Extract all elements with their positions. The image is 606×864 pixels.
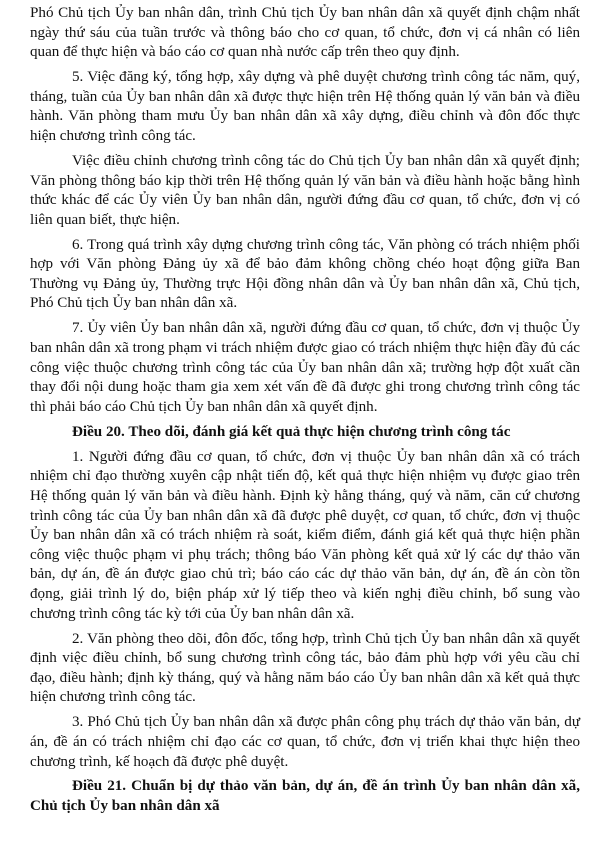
article-20-heading: Điều 20. Theo dõi, đánh giá kết quả thực hiện chương trình công tác: [72, 423, 511, 440]
paragraph-adjustment: Việc điều chỉnh chương trình công tác do Chủ tịch Ủy ban nhân dân xã quyết định; Văn phòng thông báo kịp thời trên Hệ thống quản lý văn bản và điều hành hoặc bằng hình thức khác để các Ủy viên Ủy ban nhân dân, người đứng đầu cơ quan, tổ chức, đơn vị có liên quan biết, thực hiện.: [30, 152, 580, 228]
paragraph-item-5: 5. Việc đăng ký, tổng hợp, xây dựng và phê duyệt chương trình công tác năm, quý, tháng, tuần của Ủy ban nhân dân xã được thực hiện trên Hệ thống quản lý văn bản và điều hành. Văn phòng tham mưu Ủy ban nhân dân xã xây dựng, điều chỉnh và đôn đốc thực hiện chương trình công tác.: [30, 69, 580, 144]
article-21-heading: Điều 21. Chuẩn bị dự thảo văn bản, dự án, đề án trình Ủy ban nhân dân xã, Chủ tịch Ủy ban nhân dân xã: [30, 778, 580, 815]
paragraph-article-20-item-2: 2. Văn phòng theo dõi, đôn đốc, tổng hợp, trình Chủ tịch Ủy ban nhân dân xã quyết định việc điều chỉnh, bổ sung chương trình công tác, bảo đảm phù hợp với yêu cầu chỉ đạo, điều hành; định kỳ tháng, quý và hằng năm báo cáo Ủy ban nhân dân xã kết quả thực hiện chương trình công tác.: [30, 630, 580, 706]
paragraph-item-6: 6. Trong quá trình xây dựng chương trình công tác, Văn phòng có trách nhiệm phối hợp với Văn phòng Đảng ủy xã để bảo đảm không chồng chéo hoạt động giữa Ban Thường vụ Đảng ủy, Thường trực Hội đồng nhân dân và Ủy ban nhân dân xã, Chủ tịch, Phó Chủ tịch Ủy ban nhân dân xã.: [30, 236, 580, 312]
paragraph-article-20-item-3: 3. Phó Chủ tịch Ủy ban nhân dân xã được phân công phụ trách dự thảo văn bản, dự án, đề án có trách nhiệm chỉ đạo các cơ quan, tổ chức, đơn vị triển khai thực hiện theo chương trình, kế hoạch đã được phê duyệt.: [30, 714, 580, 770]
paragraph-item-7: 7. Ủy viên Ủy ban nhân dân xã, người đứng đầu cơ quan, tổ chức, đơn vị thuộc Ủy ban nhân dân xã trong phạm vi trách nhiệm được giao có trách nhiệm thực hiện đầy đủ các công việc thuộc chương trình công tác của Ủy ban nhân dân xã; trường hợp đột xuất cần thay đổi nội dung hoặc tham gia xem xét vấn đề đã được ghi trong chương trình công tác thì phải báo cáo Chủ tịch Ủy ban nhân dân xã quyết định.: [30, 320, 580, 415]
paragraph-article-20-item-1: 1. Người đứng đầu cơ quan, tổ chức, đơn vị thuộc Ủy ban nhân dân xã có trách nhiệm chỉ đạo thường xuyên cập nhật tiến độ, kết quả thực hiện nhiệm vụ được giao trên Hệ thống quản lý văn bản và điều hành. Định kỳ hằng tháng, quý và năm, căn cứ chương trình công tác của Ủy ban nhân dân xã đã được phê duyệt, cơ quan, tổ chức, đơn vị thuộc Ủy ban nhân dân xã có trách nhiệm rà soát, kiểm điểm, đánh giá kết quả thực hiện phần công việc thuộc phạm vi phụ trách; thông báo Văn phòng kết quả xử lý các dự thảo văn bản, dự án, đề án được giao chủ trì; báo cáo các dự thảo văn bản, dự án, đề án còn tồn đọng, giải trình lý do, biện pháp xử lý tiếp theo và kiến nghị điều chỉnh, bổ sung vào chương trình công tác kỳ tới của Ủy ban nhân dân xã.: [30, 448, 580, 622]
paragraph-continued: Phó Chủ tịch Ủy ban nhân dân, trình Chủ tịch Ủy ban nhân dân xã quyết định chậm nhất ngày thứ sáu của tuần trước và thông báo cho cơ quan, tổ chức, đơn vị cá nhân có liên quan để thực hiện và báo cáo cơ quan nhà nước cấp trên theo quy định.: [30, 5, 580, 61]
